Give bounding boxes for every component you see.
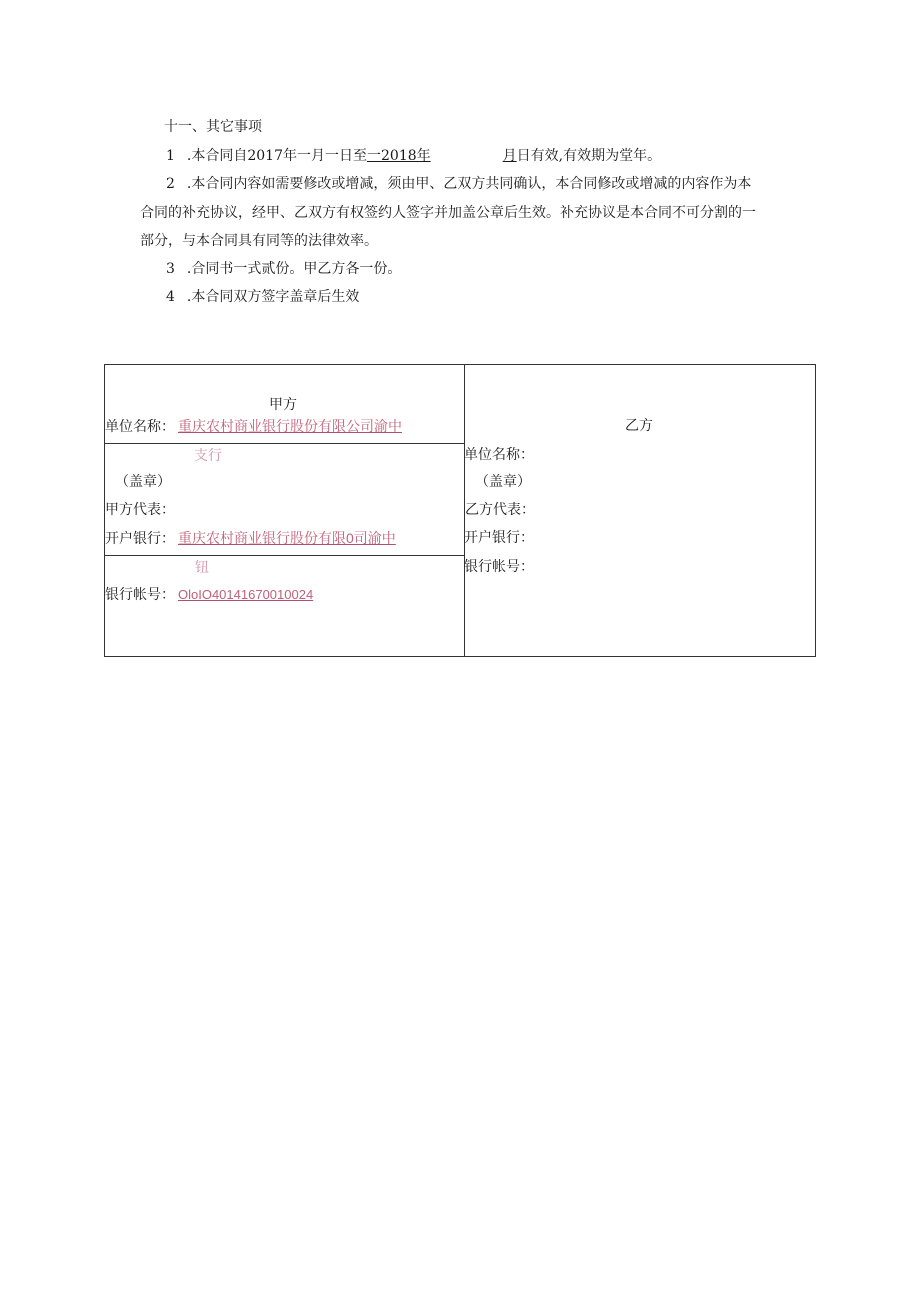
clause-2-number: 2	[166, 176, 175, 192]
party-b-unit-label: 单位名称：	[464, 447, 534, 463]
clause-3-text: .合同书一式贰份。甲乙方各一份。	[186, 261, 402, 277]
clause-3-number: 3	[166, 261, 175, 277]
clause-1-text: .本合同自2017年一月一日至	[186, 148, 368, 164]
party-a-unit-value-cont: 支行	[194, 447, 222, 463]
party-a-bank-value-cont: 钮	[195, 559, 209, 575]
clause-1-end-year: 一2018年	[367, 148, 431, 164]
clause-2-line-3: 部分，与本合同具有同等的法律效率。	[140, 233, 378, 249]
party-a-unit-value: 重庆农村商业银行股份有限公司渝中	[178, 418, 402, 434]
party-b-title: 乙方	[625, 418, 653, 434]
party-a-bank	[105, 529, 396, 548]
clause-2-line-2: 合同的补充协议，经甲、乙双方有权签约人签字并加盖公章后生效。补充协议是本合同不可分割的一	[140, 205, 756, 221]
party-a-row-line	[105, 443, 464, 444]
party-a-account-label: 银行帐号：	[105, 587, 175, 603]
clause-1	[166, 147, 661, 165]
party-a-account	[105, 586, 313, 604]
clause-2-line-1	[166, 175, 751, 193]
party-a-title: 甲方	[269, 397, 297, 413]
party-a-unit	[105, 417, 402, 436]
party-a-seal: （盖章）	[115, 474, 171, 490]
clause-2-text-1: .本合同内容如需要修改或增减，须由甲、乙双方共同确认，本合同修改或增减的内容作为本	[186, 176, 752, 192]
party-b-seal: （盖章）	[475, 474, 531, 490]
party-a-bank-label: 开户银行：	[105, 531, 175, 547]
clause-4	[166, 288, 359, 306]
party-a-account-value: OloIO40141670010024	[178, 587, 314, 602]
party-a-representative-label: 甲方代表：	[105, 502, 175, 518]
party-b-representative-label: 乙方代表：	[465, 502, 535, 518]
clause-3	[166, 260, 401, 278]
clause-1-number: 1	[166, 148, 175, 164]
section-heading: 十一、其它事项	[164, 119, 262, 135]
clause-1-tail: 日有效,有效期为堂年。	[516, 148, 662, 164]
clause-4-text: .本合同双方签字盖章后生效	[186, 289, 360, 305]
party-b-account-label: 银行帐号：	[464, 559, 534, 575]
party-a-bank-value: 重庆农村商业银行股份有限0司渝中	[178, 530, 396, 546]
clause-1-end-month: 月	[502, 148, 517, 164]
party-a-unit-label: 单位名称：	[105, 419, 175, 435]
party-b-bank-label: 开户银行：	[464, 530, 534, 546]
signature-table	[104, 364, 816, 657]
clause-4-number: 4	[166, 289, 175, 305]
party-a-row-line	[105, 555, 464, 556]
